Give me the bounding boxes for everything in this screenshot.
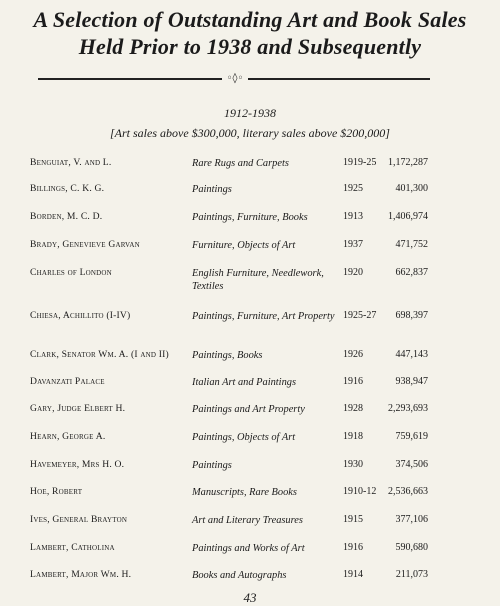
sale-year: 1916: [343, 376, 363, 387]
sale-amount: 401,300: [395, 183, 428, 194]
sale-category: Paintings and Art Property: [192, 404, 305, 415]
sale-category: English Furniture, Needlework, Textiles: [192, 268, 324, 292]
sale-category: Paintings, Furniture, Art Property: [192, 311, 335, 322]
sale-category: Paintings and Works of Art: [192, 543, 305, 554]
sale-category: Italian Art and Paintings: [192, 377, 297, 388]
rule-right-line: [248, 78, 430, 80]
collector-name: Clark, Senator Wm. A. (I and II): [30, 349, 169, 360]
collector-name: Lambert, Catholina: [30, 542, 115, 553]
sale-year: 1910-12: [343, 486, 377, 497]
collector-name: Davanzati Palace: [30, 376, 105, 387]
collector-name: Gary, Judge Elbert H.: [30, 403, 126, 414]
criteria-note: [Art sales above $300,000, literary sales above $200,000]: [110, 126, 390, 140]
rule-ornament-icon: ◦◊◦: [226, 73, 244, 84]
sale-category: Paintings, Books: [192, 350, 263, 361]
collector-name: Benguiat, V. and L.: [30, 157, 112, 168]
sale-year: 1915: [343, 514, 363, 525]
collector-name: Billings, C. K. G.: [30, 183, 105, 194]
sale-year: 1930: [343, 459, 363, 470]
sale-amount: 374,506: [395, 459, 428, 470]
ornamental-rule: [38, 74, 430, 84]
sale-amount: 938,947: [395, 376, 428, 387]
sale-category: Manuscripts, Rare Books: [192, 487, 297, 498]
sale-year: 1918: [343, 431, 363, 442]
sale-category: Paintings, Objects of Art: [192, 432, 296, 443]
page-title-line-2: Held Prior to 1938 and Subsequently: [78, 34, 422, 59]
sale-amount: 759,619: [395, 431, 428, 442]
collector-name: Hearn, George A.: [30, 431, 106, 442]
collector-name: Charles of London: [30, 267, 112, 278]
sale-year: 1916: [343, 542, 363, 553]
sale-amount: 447,143: [395, 349, 428, 360]
sale-amount: 1,172,287: [388, 157, 428, 168]
page-number: 43: [243, 590, 257, 605]
sale-year: 1920: [343, 267, 363, 278]
collector-name: Havemeyer, Mrs H. O.: [30, 459, 125, 470]
sale-amount: 211,073: [395, 569, 428, 580]
sale-amount: 471,752: [395, 239, 428, 250]
sale-year: 1913: [343, 211, 363, 222]
sale-amount: 2,536,663: [388, 486, 428, 497]
sale-category: Rare Rugs and Carpets: [192, 158, 289, 169]
collector-name: Brady, Genevieve Garvan: [30, 239, 140, 250]
collector-name: Borden, M. C. D.: [30, 211, 103, 222]
collector-name: Chiesa, Achillito (I-IV): [30, 310, 131, 321]
sale-amount: 590,680: [395, 542, 428, 553]
rule-left-line: [38, 78, 222, 80]
sale-category: Books and Autographs: [192, 570, 287, 581]
collector-name: Ives, General Brayton: [30, 514, 128, 525]
sale-amount: 2,293,693: [388, 403, 428, 414]
sale-year: 1925-27: [343, 310, 377, 321]
sale-year: 1928: [343, 403, 363, 414]
sale-category: Paintings, Furniture, Books: [192, 212, 308, 223]
sale-amount: 377,106: [395, 514, 428, 525]
sale-category: Paintings: [192, 184, 232, 195]
sale-category: Furniture, Objects of Art: [192, 240, 296, 251]
period-heading: 1912-1938: [224, 106, 276, 120]
sale-category: Paintings: [192, 460, 232, 471]
sale-amount: 1,406,974: [388, 211, 428, 222]
sale-category: Art and Literary Treasures: [192, 515, 303, 526]
collector-name: Lambert, Major Wm. H.: [30, 569, 132, 580]
sale-amount: 662,837: [395, 267, 428, 278]
page-title-line-1: A Selection of Outstanding Art and Book Sales: [33, 7, 467, 32]
collector-name: Hoe, Robert: [30, 486, 83, 497]
sale-year: 1914: [343, 569, 363, 580]
sale-year: 1926: [343, 349, 363, 360]
sale-year: 1919-25: [343, 157, 377, 168]
sale-year: 1937: [343, 239, 363, 250]
sale-amount: 698,397: [395, 310, 428, 321]
sale-year: 1925: [343, 183, 363, 194]
